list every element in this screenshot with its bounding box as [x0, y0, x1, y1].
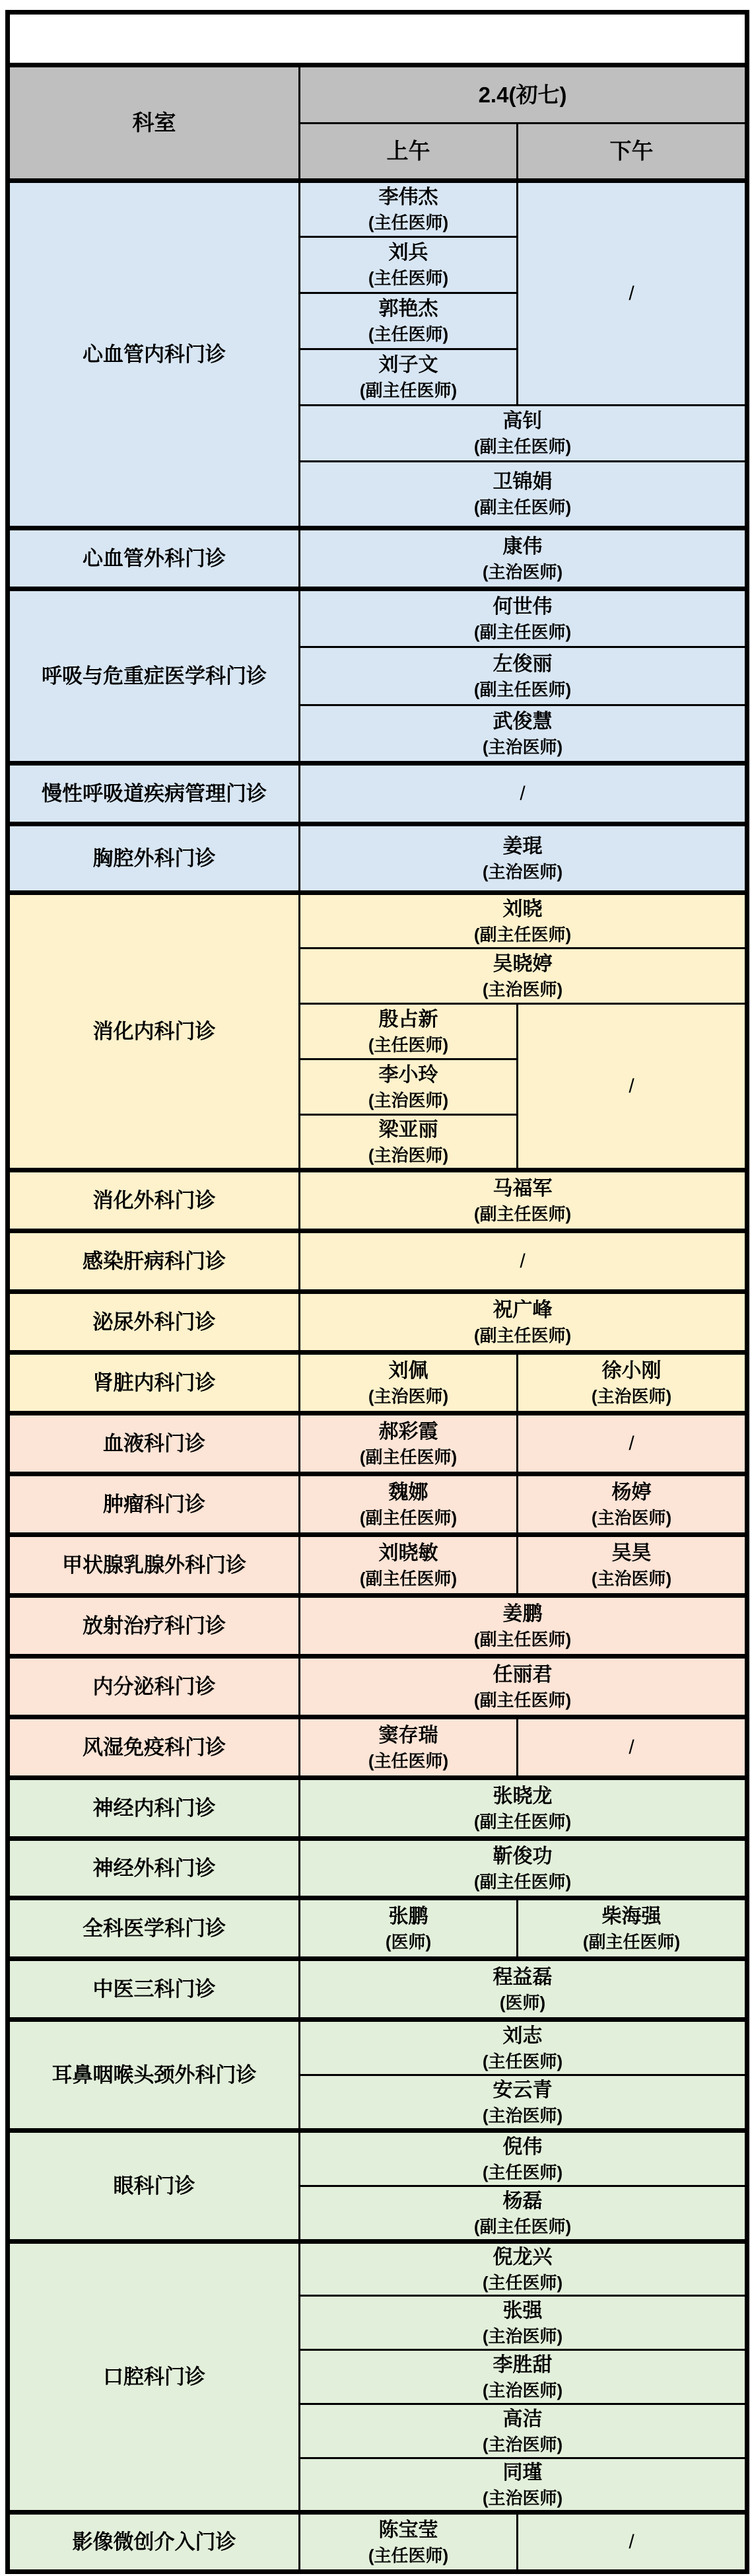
dept-endocrinology: 内分泌科门诊 — [8, 1657, 300, 1717]
allday-doctor-cell: 左俊丽 (副主任医师) — [300, 647, 747, 705]
allday-doctor-cell: 程益磊 (医师) — [300, 1959, 747, 2020]
dept-infectious-liver-disease: 感染肝病科门诊 — [8, 1231, 300, 1292]
dept-digestive-surgery: 消化外科门诊 — [8, 1170, 300, 1231]
am-doctor-cell: 刘晓敏 (副主任医师) — [300, 1535, 518, 1596]
allday-doctor-cell: 康伟 (主治医师) — [300, 528, 747, 589]
header-am: 上午 — [300, 124, 518, 181]
allday-slash-cell: / — [300, 1231, 747, 1292]
am-doctor-cell: 郝彩霞 (副主任医师) — [300, 1413, 518, 1474]
am-doctor-cell: 殷占新 (主任医师) — [300, 1004, 518, 1059]
header-dept: 科室 — [8, 65, 300, 181]
dept-thoracic-surgery: 胸腔外科门诊 — [8, 824, 300, 893]
allday-doctor-cell: 刘志 (主任医师) — [300, 2020, 747, 2075]
dept-general-practice: 全科医学科门诊 — [8, 1898, 300, 1959]
pm-slash-cell: / — [518, 1717, 747, 1778]
am-doctor-cell: 刘佩 (主治医师) — [300, 1353, 518, 1413]
allday-doctor-cell: 高钊 (副主任医师) — [300, 406, 747, 462]
dept-stomatology: 口腔科门诊 — [8, 2242, 300, 2513]
pm-doctor-cell: 柴海强 (副主任医师) — [518, 1898, 747, 1959]
dept-urology: 泌尿外科门诊 — [8, 1292, 300, 1353]
allday-slash-cell: / — [300, 764, 747, 824]
allday-doctor-cell: 张晓龙 (副主任医师) — [300, 1778, 747, 1839]
allday-doctor-cell: 何世伟 (副主任医师) — [300, 589, 747, 647]
am-doctor-cell: 郭艳杰 (主任医师) — [300, 293, 518, 349]
allday-doctor-cell: 马福军 (副主任医师) — [300, 1170, 747, 1231]
pm-doctor-cell: 杨婷 (主治医师) — [518, 1474, 747, 1535]
dept-rheumatology-immunology: 风湿免疫科门诊 — [8, 1717, 300, 1778]
am-doctor-cell: 刘兵 (主任医师) — [300, 237, 518, 293]
dept-imaging-intervention: 影像微创介入门诊 — [8, 2513, 300, 2572]
allday-doctor-cell: 同瑾 (主治医师) — [300, 2458, 747, 2513]
dept-chronic-airway-disease: 慢性呼吸道疾病管理门诊 — [8, 764, 300, 824]
dept-oncology: 肿瘤科门诊 — [8, 1474, 300, 1535]
dept-thyroid-breast-surgery: 甲状腺乳腺外科门诊 — [8, 1535, 300, 1596]
dept-ophthalmology: 眼科门诊 — [8, 2131, 300, 2242]
am-doctor-cell: 魏娜 (副主任医师) — [300, 1474, 518, 1535]
pm-doctor-cell: 徐小刚 (主治医师) — [518, 1353, 747, 1413]
outpatient-schedule-table — [5, 10, 749, 2574]
header-date: 2.4(初七) — [300, 65, 747, 124]
dept-respiratory-critical-care: 呼吸与危重症医学科门诊 — [8, 589, 300, 764]
allday-doctor-cell: 李胜甜 (主治医师) — [300, 2350, 747, 2404]
am-doctor-cell: 刘子文 (副主任医师) — [300, 349, 518, 406]
dept-hematology: 血液科门诊 — [8, 1413, 300, 1474]
allday-doctor-cell: 吴晓婷 (主治医师) — [300, 948, 747, 1004]
allday-doctor-cell: 靳俊功 (副主任医师) — [300, 1839, 747, 1898]
am-doctor-cell: 李伟杰 (主任医师) — [300, 181, 518, 237]
dept-radiotherapy: 放射治疗科门诊 — [8, 1596, 300, 1657]
allday-doctor-cell: 安云青 (主治医师) — [300, 2075, 747, 2131]
pm-slash-cell: / — [518, 1413, 747, 1474]
pm-doctor-cell: 吴昊 (主治医师) — [518, 1535, 747, 1596]
am-doctor-cell: 陈宝莹 (主任医师) — [300, 2513, 518, 2572]
am-doctor-cell: 李小玲 (主治医师) — [300, 1059, 518, 1115]
dept-ent-head-neck-surgery: 耳鼻咽喉头颈外科门诊 — [8, 2020, 300, 2131]
dept-nephrology: 肾脏内科门诊 — [8, 1353, 300, 1413]
dept-neurosurgery: 神经外科门诊 — [8, 1839, 300, 1898]
pm-slash-cell: / — [518, 181, 747, 406]
allday-doctor-cell: 任丽君 (副主任医师) — [300, 1657, 747, 1717]
am-doctor-cell: 张鹏 (医师) — [300, 1898, 518, 1959]
header-pm: 下午 — [518, 124, 747, 181]
am-doctor-cell: 窦存瑞 (主任医师) — [300, 1717, 518, 1778]
allday-doctor-cell: 倪龙兴 (主任医师) — [300, 2242, 747, 2296]
allday-doctor-cell: 杨磊 (副主任医师) — [300, 2186, 747, 2242]
dept-neurology: 神经内科门诊 — [8, 1778, 300, 1839]
pm-slash-cell: / — [518, 2513, 747, 2572]
allday-doctor-cell: 姜琨 (主治医师) — [300, 824, 747, 893]
dept-gastroenterology: 消化内科门诊 — [8, 893, 300, 1170]
allday-doctor-cell: 高洁 (主治医师) — [300, 2404, 747, 2458]
am-doctor-cell: 梁亚丽 (主治医师) — [300, 1115, 518, 1170]
dept-cardiovascular-internal: 心血管内科门诊 — [8, 181, 300, 528]
dept-tcm-three: 中医三科门诊 — [8, 1959, 300, 2020]
allday-doctor-cell: 卫锦娟 (副主任医师) — [300, 462, 747, 528]
allday-doctor-cell: 祝广峰 (副主任医师) — [300, 1292, 747, 1353]
allday-doctor-cell: 刘晓 (副主任医师) — [300, 893, 747, 948]
allday-doctor-cell: 倪伟 (主任医师) — [300, 2131, 747, 2186]
allday-doctor-cell: 武俊慧 (主治医师) — [300, 705, 747, 764]
dept-cardiovascular-surgery: 心血管外科门诊 — [8, 528, 300, 589]
allday-doctor-cell: 张强 (主治医师) — [300, 2296, 747, 2350]
title-banner — [8, 13, 747, 65]
pm-slash-cell: / — [518, 1004, 747, 1170]
allday-doctor-cell: 姜鹏 (副主任医师) — [300, 1596, 747, 1657]
